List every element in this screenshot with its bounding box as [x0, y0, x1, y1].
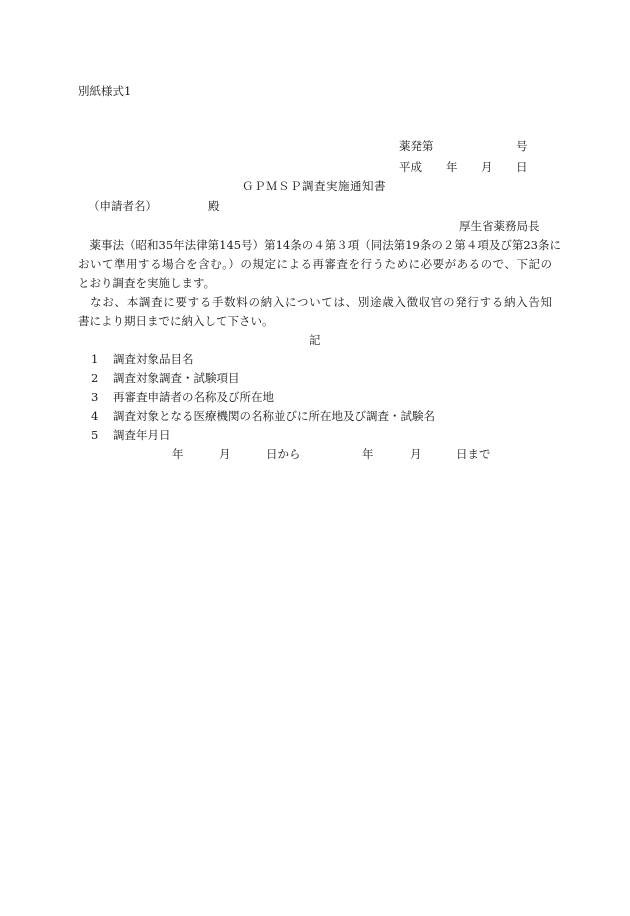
date-year-unit: 年	[446, 160, 458, 174]
item-text: 調査対象調査・試験項目	[113, 371, 240, 385]
item-number: 1	[91, 352, 99, 366]
body-line: とおり調査を実施します。	[78, 276, 216, 290]
date-era: 平成	[399, 160, 422, 174]
body-line: 薬事法（昭和35年法律第145号）第14条の４第３項（同法第19条の２第４項及び第23条に	[78, 238, 561, 252]
item-text: 調査年月日	[113, 428, 171, 442]
honorific: 殿	[208, 199, 220, 213]
to-month: 月	[410, 447, 422, 461]
item-number: 2	[91, 371, 99, 385]
date-month-unit: 月	[481, 160, 493, 174]
document-title: ＧＰＭＳＰ調査実施通知書	[242, 179, 386, 193]
from-day: 日から	[266, 447, 301, 461]
item-text: 調査対象となる医療機関の名称並びに所在地及び調査・試験名	[113, 409, 435, 423]
item-number: 5	[91, 428, 99, 442]
date-day-unit: 日	[516, 160, 528, 174]
form-label: 別紙様式1	[78, 84, 132, 98]
doc-number-prefix: 薬発第	[399, 139, 434, 153]
body-line: なお、本調査に要する手数料の納入については、別途歳入徴収官の発行する納入告知	[78, 295, 552, 309]
body-line: 書により期日までに納入して下さい。	[78, 314, 274, 328]
item-number: 4	[91, 409, 99, 423]
to-day: 日まで	[456, 447, 491, 461]
item-number: 3	[91, 390, 99, 404]
applicant-name-placeholder: （申請者名）	[88, 199, 157, 213]
from-month: 月	[219, 447, 231, 461]
ki-heading: 記	[309, 333, 321, 347]
doc-number-suffix: 号	[516, 139, 528, 153]
item-text: 再審査申請者の名称及び所在地	[113, 390, 274, 404]
body-line: おいて準用する場合を含む。）の規定による再審査を行うために必要があるので、下記の	[78, 257, 552, 271]
to-year: 年	[362, 447, 374, 461]
sender: 厚生省薬務局長	[459, 219, 540, 233]
item-text: 調査対象品目名	[113, 352, 194, 366]
from-year: 年	[172, 447, 184, 461]
